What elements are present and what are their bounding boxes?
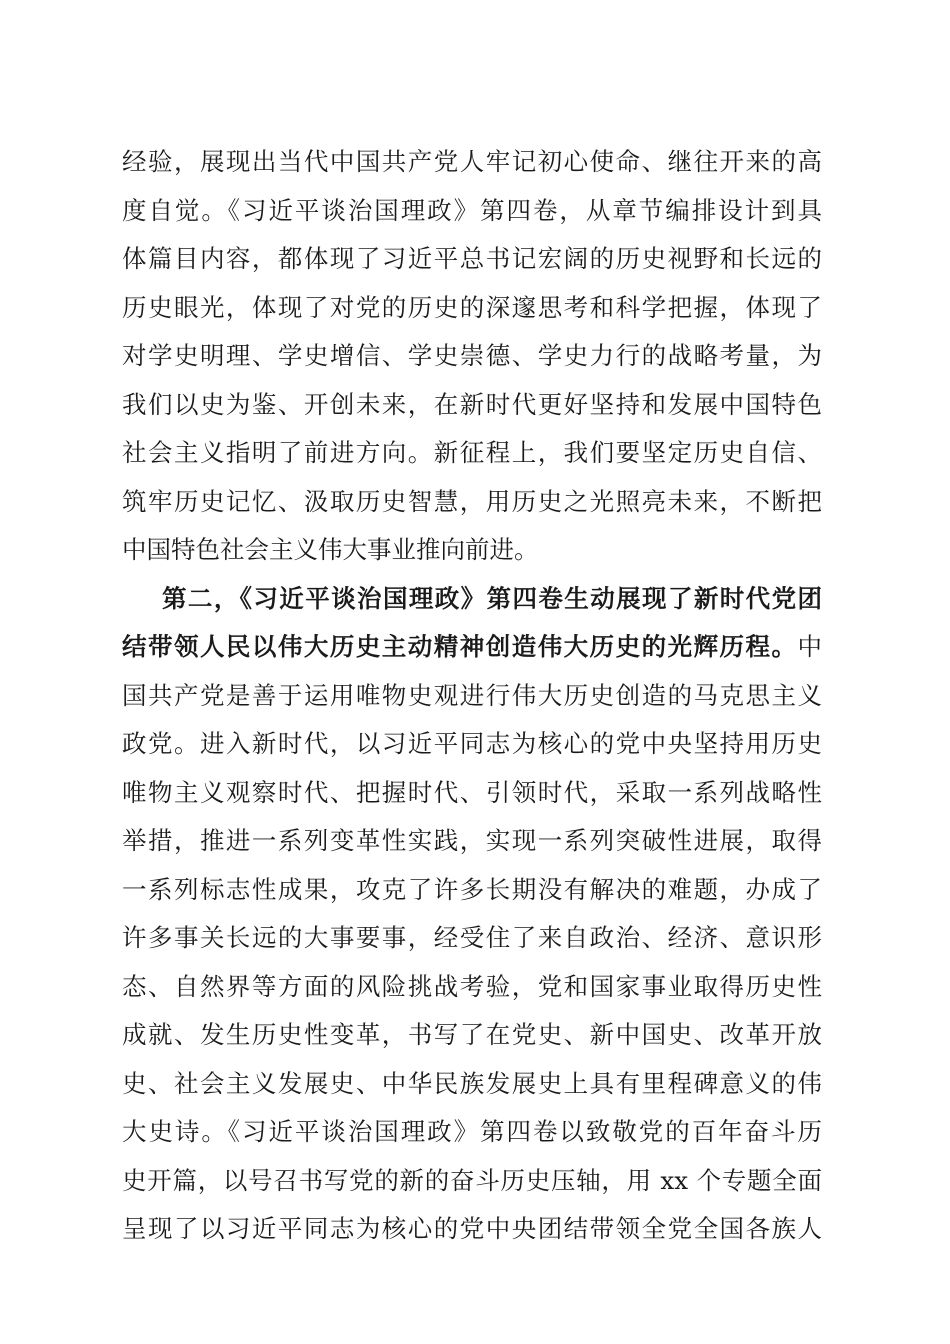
text-line: 度自觉。《习近平谈治国理政》第四卷，从章节编排设计到具 <box>122 195 822 225</box>
text-line: 举措，推进一系列变革性实践，实现一系列突破性进展，取得 <box>122 826 822 855</box>
text-line: 史、社会主义发展史、中华民族发展史上具有里程碑意义的伟 <box>122 1068 822 1098</box>
text-line: 唯物主义观察时代、把握时代、引领时代，采取一系列战略性 <box>122 777 822 807</box>
text-line: 历史眼光，体现了对党的历史的深邃思考和科学把握，体现了 <box>122 292 822 322</box>
text-line: 许多事关长远的大事要事，经受住了来自政治、经济、意识形 <box>122 923 822 952</box>
text-line: 大史诗。《习近平谈治国理政》第四卷以致敬党的百年奋斗历 <box>122 1117 822 1146</box>
text-line: 筑牢历史记忆、汲取历史智慧，用历史之光照亮未来，不断把 <box>122 486 822 516</box>
text-line: 经验，展现出当代中国共产党人牢记初心使命、继往开来的高 <box>122 147 822 176</box>
body-text <box>122 138 822 1254</box>
text-fragment: 中 <box>797 632 822 661</box>
text-line: 呈现了以习近平同志为核心的党中央团结带领全党全国各族人 <box>122 1214 822 1243</box>
text-line: 态、自然界等方面的风险挑战考验，党和国家事业取得历史性 <box>122 971 822 1001</box>
paragraph-2 <box>122 575 822 1254</box>
text-line: 一系列标志性成果，攻克了许多长期没有解决的难题，办成了 <box>122 874 822 904</box>
text-line: 政党。进入新时代，以习近平同志为核心的党中央坚持用历史 <box>122 729 822 758</box>
paragraph-1 <box>122 138 822 575</box>
text-line: 对学史明理、学史增信、学史崇德、学史力行的战略考量，为 <box>122 341 822 370</box>
text-line: 我们以史为鉴、开创未来，在新时代更好坚持和发展中国特色 <box>122 389 822 419</box>
text-line: 体篇目内容，都体现了习近平总书记宏阔的历史视野和长远的 <box>122 244 822 273</box>
text-line: 史开篇，以号召书写党的新的奋斗历史压轴，用 xx 个专题全面 <box>122 1165 822 1195</box>
section-heading-line <box>122 623 822 672</box>
section-heading-line: 第二，《习近平谈治国理政》第四卷生动展现了新时代党团 <box>162 583 822 613</box>
text-line: 社会主义指明了前进方向。新征程上，我们要坚定历史自信、 <box>122 438 822 467</box>
text-line: 成就、发生历史性变革，书写了在党史、新中国史、改革开放 <box>122 1020 822 1049</box>
section-heading-text: 结带领人民以伟大历史主动精神创造伟大历史的光辉历程。 <box>122 632 798 661</box>
text-line: 国共产党是善于运用唯物史观进行伟大历史创造的马克思主义 <box>122 680 822 710</box>
text-line: 中国特色社会主义伟大事业推向前进。 <box>122 535 539 564</box>
